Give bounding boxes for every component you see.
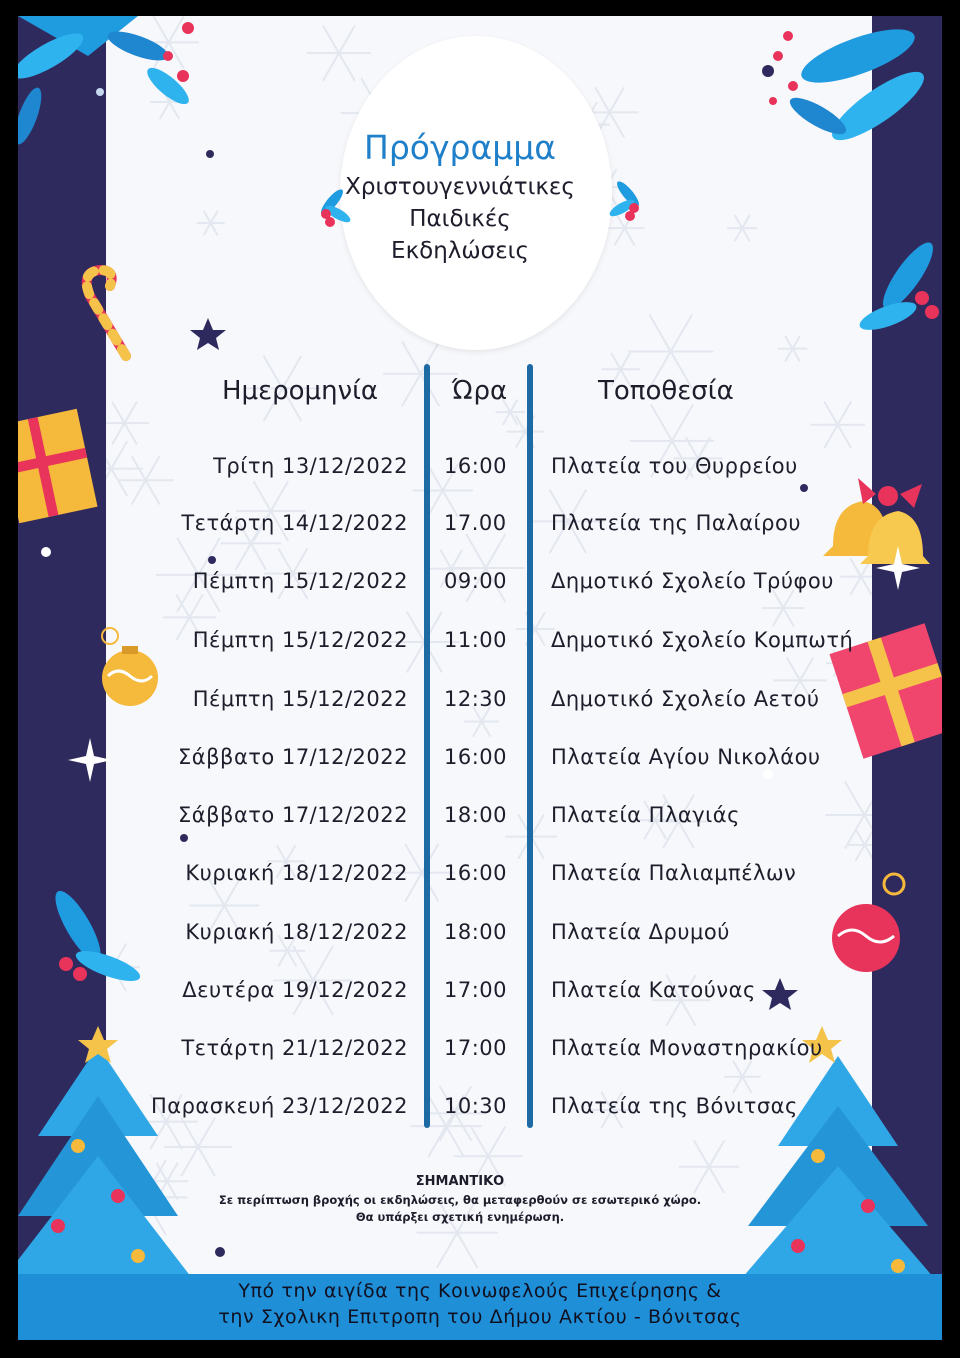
row-location: Δημοτικό Σχολείο Αετού	[551, 687, 820, 711]
row-time: 16:00	[444, 745, 508, 769]
christmas-tree-icon	[18, 1046, 198, 1286]
fir-branch-icon	[856, 236, 940, 335]
row-date: Τετάρτη 14/12/2022	[181, 511, 408, 535]
fir-branch-icon	[762, 19, 932, 151]
fir-branch-icon	[608, 178, 648, 228]
gift-box-icon	[18, 409, 98, 523]
row-time: 16:00	[444, 861, 508, 885]
row-time: 18:00	[444, 920, 508, 944]
column-divider	[424, 364, 430, 1128]
row-location: Πλατεία της Βόνιτσας	[551, 1094, 798, 1118]
row-location: Πλατεία Μοναστηρακίου	[551, 1036, 823, 1060]
row-time: 10:30	[444, 1094, 508, 1118]
row-location: Δημοτικό Σχολείο Κομπωτή	[551, 628, 854, 652]
row-date: Σάββατο 17/12/2022	[178, 803, 408, 827]
row-time: 18:00	[444, 803, 508, 827]
row-time: 16:00	[444, 454, 508, 478]
footer-line-1: Υπό την αιγίδα της Κοινωφελούς Επιχείρησης &	[238, 1280, 722, 1302]
footer-line-2: την Σχολικη Επιτροπη του Δήμου Ακτίου - Βόνιτσας	[218, 1306, 742, 1328]
row-date: Κυριακή 18/12/2022	[185, 920, 408, 944]
row-location: Πλατεία της Παλαίρου	[551, 511, 801, 535]
row-time: 17:00	[444, 1036, 508, 1060]
bell-icon	[823, 478, 930, 564]
row-location: Πλατεία Κατούνας	[551, 978, 756, 1002]
row-date: Πέμπτη 15/12/2022	[192, 628, 408, 652]
row-location: Πλατεία Πλαγιάς	[551, 803, 740, 827]
fir-branch-icon	[18, 16, 194, 147]
subtitle-line-1: Χριστουγεννιάτικες	[345, 174, 575, 200]
row-location: Δημοτικό Σχολείο Τρύφου	[551, 569, 834, 593]
row-date: Σάββατο 17/12/2022	[178, 745, 408, 769]
row-time: 12:30	[444, 687, 508, 711]
row-date: Πέμπτη 15/12/2022	[192, 687, 408, 711]
row-date: Τετάρτη 21/12/2022	[181, 1036, 408, 1060]
row-location: Πλατεία Δρυμού	[551, 920, 730, 944]
row-time: 17:00	[444, 978, 508, 1002]
row-time: 09:00	[444, 569, 508, 593]
subtitle-line-2: Παιδικές	[409, 206, 511, 232]
row-location: Πλατεία Παλιαμπέλων	[551, 861, 797, 885]
notice-line-1: Σε περίπτωση βροχής οι εκδηλώσεις, θα μεταφερθούν σε εσωτερικό χώρο.	[218, 1193, 702, 1207]
star-icon	[762, 978, 798, 1010]
column-divider	[527, 364, 533, 1128]
header-location: Τοποθεσία	[598, 376, 734, 406]
star-icon	[190, 318, 226, 350]
notice-line-2: Θα υπάρξει σχετική ενημέρωση.	[355, 1210, 565, 1224]
row-time: 11:00	[444, 628, 508, 652]
header-time: Ώρα	[452, 376, 508, 406]
row-location: Πλατεία του Θυρρείου	[551, 454, 798, 478]
candy-cane-icon	[87, 270, 126, 356]
header-date: Ημερομηνία	[222, 376, 379, 406]
row-location: Πλατεία Αγίου Νικολάου	[551, 745, 821, 769]
ornament-icon	[832, 874, 904, 972]
page-title: Πρόγραμμα	[364, 128, 556, 167]
row-date: Πέμπτη 15/12/2022	[192, 569, 408, 593]
sparkle-icon	[68, 738, 112, 782]
notice-title: ΣΗΜΑΝΤΙΚΟ	[415, 1174, 505, 1189]
row-date: Δευτέρα 19/12/2022	[182, 978, 408, 1002]
row-date: Κυριακή 18/12/2022	[185, 861, 408, 885]
row-time: 17.00	[444, 511, 507, 535]
row-date: Τρίτη 13/12/2022	[213, 454, 408, 478]
subtitle-line-3: Εκδηλώσεις	[391, 238, 529, 264]
row-date: Παρασκευή 23/12/2022	[150, 1094, 408, 1118]
